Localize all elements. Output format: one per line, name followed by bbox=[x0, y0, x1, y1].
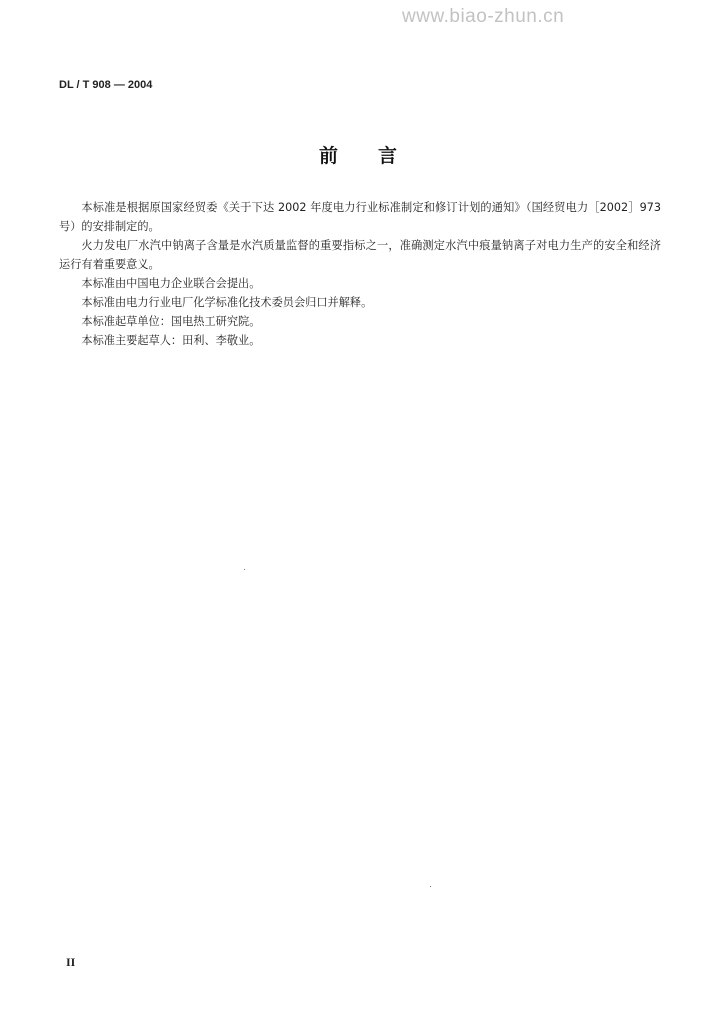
paragraph-drafting-unit: 本标准起草单位：国电热工研究院。 bbox=[81, 315, 261, 328]
scan-speck bbox=[244, 569, 245, 570]
page-number: II bbox=[66, 955, 76, 969]
standard-code-header: DL / T 908 — 2004 bbox=[59, 79, 153, 91]
foreword-body bbox=[59, 198, 661, 350]
paragraph-interpretation: 本标准由电力行业电厂化学标准化技术委员会归口并解释。 bbox=[81, 296, 373, 309]
scan-speck bbox=[430, 886, 431, 887]
paragraph-drafters: 本标准主要起草人：田利、李敬业。 bbox=[81, 334, 261, 347]
paragraph-basis: 本标准是根据原国家经贸委《关于下达 2002 年度电力行业标准制定和修订计划的通知》（国经贸电力［2002］973 号）的安排制定的。 bbox=[59, 201, 661, 233]
paragraph-proposer: 本标准由中国电力企业联合会提出。 bbox=[81, 277, 261, 290]
paragraph-importance: 火力发电厂水汽中钠离子含量是水汽质量监督的重要指标之一，准确测定水汽中痕量钠离子对电力生产的安全和经济运行有着重要意义。 bbox=[59, 239, 661, 271]
watermark-url: www.biao-zhun.cn bbox=[402, 6, 565, 27]
section-title: 前言 bbox=[318, 145, 437, 167]
